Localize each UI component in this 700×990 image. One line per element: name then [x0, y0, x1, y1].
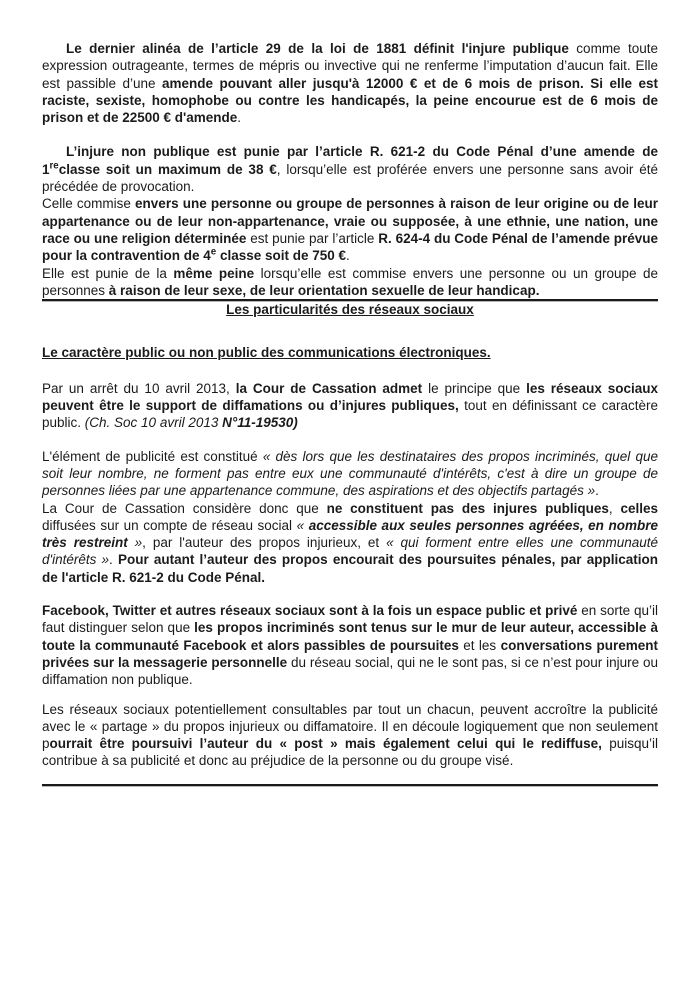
text-run: Celle commise [42, 196, 136, 212]
text-run: L'élément de publicité est constitué [42, 448, 263, 464]
text-run: et les [458, 637, 501, 653]
text-run: Facebook, Twitter et autres réseaux sociaux sont à la fois un espace public et privé [42, 603, 578, 619]
text-run: est punie par l’article [246, 230, 379, 246]
paragraph-facebook-twitter [42, 602, 658, 688]
paragraph-cour-de-cassation [42, 380, 658, 432]
text-run: comme toute expression outrageante, termes de mépris ou invective qui ne renferme l’imputation d’aucun fait. Elle est passible d’une [42, 41, 658, 91]
text-run: amende pouvant aller jusqu'à 12000 € et de 6 mois de prison. Si elle est raciste, sexiste, homophobe ou contre les handicapés, la peine encourue est de 6 mois de prison et de 22500 € d'amende [42, 75, 658, 126]
text-run: re [49, 160, 59, 172]
text-run: Par un arrêt du 10 avril 2013, [42, 380, 236, 396]
text-run: envers une personne ou groupe de personnes à raison de leur origine ou de leur appartenance ou de leur non-appartenance, vraie ou supposée, à une ethnie, une nation, une race ou une religion déterminée [42, 196, 658, 246]
text-run: à raison de leur sexe, de leur orientation sexuelle de leur handicap. [108, 282, 540, 298]
text-run: même peine [173, 265, 255, 281]
text-run: les propos incriminés sont tenus sur le mur de leur auteur, accessible à toute la communauté Facebook et alors passibles de poursuites [42, 620, 658, 653]
paragraph-injure-non-publique [42, 143, 658, 299]
section-title: Les particularités des réseaux sociaux [226, 302, 474, 318]
subsection-heading: Le caractère public ou non public des communications électroniques. [42, 345, 491, 361]
text-run: Elle est punie de la [42, 265, 174, 281]
text-run: La Cour de Cassation considère donc que [42, 500, 327, 516]
text-run: e [210, 246, 217, 258]
text-run: Pour autant l’auteur des propos encourait des poursuites pénales, par application de l'article R. 621-2 du Code Pénal. [42, 552, 658, 585]
text-run: Les réseaux sociaux potentiellement consultables par tout un chacun, peuvent accroître la publicité avec le « partage » du propos injurieux ou diffamatoire. Il en découle logiquement que non seulement p [42, 701, 658, 752]
text-run: lorsqu’elle est commise envers une personne ou un groupe de personnes [42, 265, 658, 298]
text-run: « qui forment entre elles une communauté d'intérêts » [42, 535, 658, 568]
text-run: celles [620, 500, 658, 516]
text-run: les réseaux sociaux peuvent être le support de diffamations ou d’injures publiques, [42, 380, 659, 414]
paragraph-partage-rediffusion [42, 701, 658, 770]
text-run: la Cour de Cassation admet [235, 380, 423, 396]
text-run: puisqu’il contribue à sa publicité et donc au préjudice de la personne ou du groupe visé. [42, 736, 658, 769]
text-run: tout en définissant ce caractère public. [42, 398, 658, 431]
text-run: , par l'auteur des propos injurieux, et [142, 535, 387, 551]
paragraph-injure-publique [42, 40, 658, 126]
text-run: classe soit un maximum de 38 € [58, 161, 277, 177]
text-run: . [595, 483, 599, 499]
text-run: , lorsqu’elle est proférée envers une personne sans avoir été précédée de provocation. [42, 161, 659, 195]
text-run: » [127, 535, 143, 551]
text-run: Le dernier alinéa de l’article 29 de la loi de 1881 définit l'injure publique [66, 41, 569, 56]
text-run: accessible aux seules personnes agréées, en nombre très restreint [42, 517, 658, 551]
text-run: ne constituent pas des injures publiques [326, 500, 609, 516]
text-run: R. 624-4 du Code Pénal de l’amende prévue pour la contravention de 4 [42, 230, 658, 264]
text-run: N°11-19530) [222, 415, 298, 431]
horizontal-rule-bottom [42, 784, 658, 786]
text-run: , [608, 500, 621, 516]
text-run: le principe que [422, 380, 527, 396]
text-run: « dès lors que les destinataires des propos incriminés, quel que soit leur nombre, ne forment pas entre eux une communauté d'intérêts, c'est à dire un groupe de personnes liées par une appartenance commune, des aspirations et des objectifs partagés » [42, 448, 658, 499]
text-run: . [346, 248, 350, 264]
text-run: classe soit de 750 € [216, 248, 347, 264]
text-run: du réseau social, qui ne le sont pas, si ce n’est pour injure ou diffamation non publique. [42, 654, 658, 688]
paragraph-element-de-publicite [42, 448, 658, 586]
text-run: . [237, 110, 242, 126]
text-run: diffusées sur un compte de réseau social [42, 517, 297, 533]
text-run: « [296, 517, 309, 533]
text-run: L’injure non publique est punie par l’article R. 621-2 du Code Pénal d’une amende de 1 [42, 144, 658, 177]
text-run: . [109, 552, 118, 568]
text-run: ourrait être poursuivi l’auteur du « post » mais également celui qui le rediffuse, [49, 736, 602, 752]
text-run: conversations purement privées sur la messagerie personnelle [42, 637, 659, 670]
text-run: (Ch. Soc 10 avril 2013 [84, 415, 223, 431]
text-run: en sorte qu’il faut distinguer selon que [42, 603, 658, 636]
